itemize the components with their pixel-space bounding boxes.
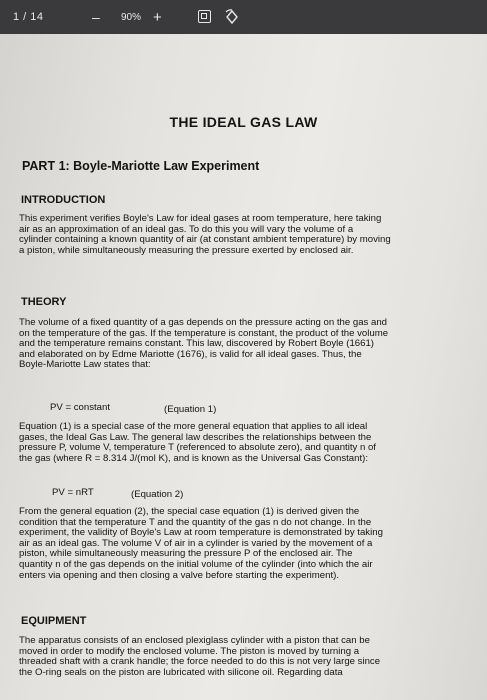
theory-paragraph-2: Equation (1) is a special case of the more general equation that applies to all ideal gases, the Ideal Gas Law. The general law describes the relationships between the pressure P, volume V, temperature T (referenced to absolute zero), and quantity n of the gas (where R = 8.314 J/(mol K), and is known as the Universal Gas Constant): xyxy=(19,421,376,464)
equation-2-label: (Equation 2) xyxy=(131,489,184,500)
theory-paragraph: The volume of a fixed quantity of a gas depends on the pressure acting on the gas and on the temperature of the gas. If the temperature is constant, the product of the volume and the temperature remains constant. This law, discovered by Robert Boyle (1661) and elaborated on by Edme Mariotte (1676), is valid for all ideal gases. Thus, the Boyle-Mariotte Law states that: xyxy=(19,317,389,371)
equipment-heading: EQUIPMENT xyxy=(21,615,87,627)
equation-1: PV = constant xyxy=(50,402,110,413)
fit-page-icon[interactable] xyxy=(198,10,211,23)
zoom-out-button[interactable]: – xyxy=(92,9,100,25)
introduction-paragraph: This experiment verifies Boyle's Law for ideal gases at room temperature, here taking air as an approximation of an ideal gas. To do this you will vary the volume of a cylinder containing a known quantity of air (at constant ambient temperature) by moving a piston, while simultaneously measuring the pressure exerted by enclosed air. xyxy=(19,213,391,256)
document-page xyxy=(0,34,487,700)
rotate-icon[interactable] xyxy=(224,9,240,25)
equation-2: PV = nRT xyxy=(52,487,94,498)
pdf-toolbar xyxy=(0,0,487,34)
introduction-heading: INTRODUCTION xyxy=(21,194,106,206)
theory-heading: THEORY xyxy=(21,296,67,308)
document-title: THE IDEAL GAS LAW xyxy=(169,114,318,130)
theory-paragraph-3: From the general equation (2), the special case equation (1) is derived given the condition that the temperature T and the quantity of the gas n do not change. In the experiment, the validity of Boyle's Law at room temperature is demonstrated by taking air as an ideal gas. The volume V of air in a cylinder is varied by the movement of a piston, while simultaneously measuring the pressure P of the enclosed air. The quantity n of the gas depends on the initial volume of the cylinder (into which the air enters via opening and then closing a valve before starting the experiment). xyxy=(19,506,383,581)
equation-1-label: (Equation 1) xyxy=(164,404,217,415)
zoom-in-button[interactable]: + xyxy=(153,8,162,26)
page-indicator[interactable]: 1 / 14 xyxy=(13,11,44,23)
part-heading: PART 1: Boyle-Mariotte Law Experiment xyxy=(22,159,260,173)
zoom-level[interactable]: 90% xyxy=(121,11,142,23)
equipment-paragraph: The apparatus consists of an enclosed plexiglass cylinder with a piston that can be moved in order to modify the enclosed volume. The piston is moved by turning a threaded shaft with a crank handle; the force needed to do this is not very large since the O-ring seals on the piston are lubricated with silicone oil. Regarding data xyxy=(19,635,381,678)
